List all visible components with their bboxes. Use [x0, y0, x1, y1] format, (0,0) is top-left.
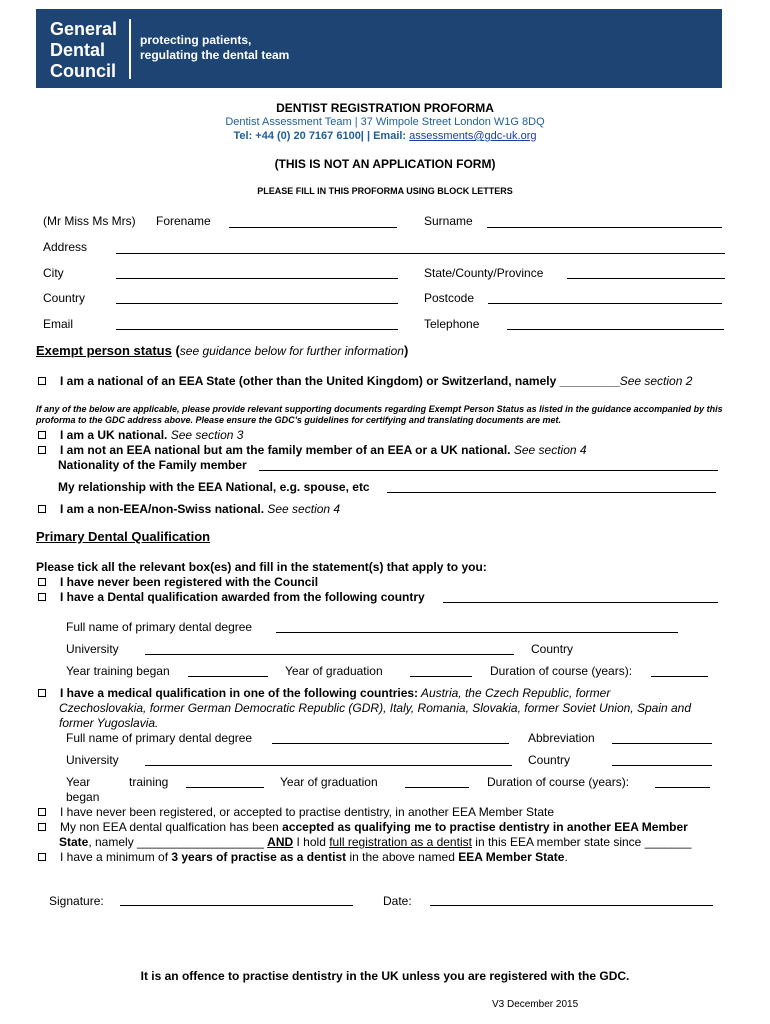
telephone-field[interactable]: [507, 329, 724, 330]
non-eea-qualification-checkbox[interactable]: [38, 823, 46, 831]
eea-national-checkbox[interactable]: [38, 377, 46, 385]
email-label-field: Email: [43, 317, 74, 331]
university-label-2: University: [66, 753, 119, 767]
medical-qualification-row: I have a medical qualification in one of the following countries: Austria, the Czech Republic, former: [38, 686, 610, 700]
qualification-country-field[interactable]: [443, 602, 718, 603]
exempt-guidance: If any of the below are applicable, please provide relevant supporting documents regarding Exempt Person Status as listed in the guidance accompanied by this proforma to the GDC address above. Please ensure the GDC’s guidelines for certifying and translating documents are met.: [36, 404, 723, 425]
duration-field[interactable]: [651, 676, 708, 677]
email-label: Email:: [370, 130, 407, 142]
relationship-field[interactable]: [387, 492, 716, 493]
city-field[interactable]: [116, 278, 398, 279]
never-registered-checkbox[interactable]: [38, 578, 46, 586]
state-field[interactable]: [567, 278, 725, 279]
offence-notice: It is an offence to practise dentistry in the UK unless you are registered with the GDC.: [140, 969, 630, 983]
pdq-heading: Primary Dental Qualification: [36, 529, 211, 544]
forename-label: Forename: [156, 214, 211, 228]
year-began-field[interactable]: [188, 676, 268, 677]
postcode-label: Postcode: [424, 291, 475, 305]
version-label: V3 December 2015: [492, 999, 579, 1010]
gdc-header-banner: [36, 9, 722, 88]
duration-label: Duration of course (years):: [490, 664, 633, 678]
surname-label: Surname: [424, 214, 473, 228]
country-label-2: Country: [531, 642, 574, 656]
duration-field-2[interactable]: [655, 787, 710, 788]
uk-national-row: I am a UK national. See section 3: [38, 428, 243, 442]
never-eea-row: I have never been registered, or accepted to practise dentistry, in another EEA Member State: [38, 805, 554, 819]
non-eea-checkbox[interactable]: [38, 505, 46, 513]
tel-label: Tel:: [233, 130, 253, 142]
non-eea-qualification-row: My non EEA dental qualfication has been accepted as qualifying me to practise dentistry in another EEA Member: [38, 820, 688, 834]
medical-countries-line-2: Czechoslovakia, former German Democratic Republic (GDR), Italy, Romania, Slovakia, former Soviet Union, Spain and: [59, 701, 692, 715]
country-field-3[interactable]: [612, 765, 712, 766]
university-label: University: [66, 642, 119, 656]
eea-national-row: [38, 374, 692, 388]
contact-line: [0, 130, 770, 142]
abbreviation-label: Abbreviation: [528, 731, 595, 745]
gdc-tagline: protecting patients, regulating the dental team: [140, 33, 290, 62]
qualification-country-row: I have a Dental qualification awarded from the following country: [38, 590, 425, 604]
state-label: State/County/Province: [424, 266, 544, 280]
year-graduation-field-2[interactable]: [405, 787, 469, 788]
family-nationality-label: Nationality of the Family member: [58, 458, 247, 472]
qualification-country-checkbox[interactable]: [38, 593, 46, 601]
year-began-label: Year training began: [66, 664, 170, 678]
relationship-label: My relationship with the EEA National, e.g. spouse, etc: [58, 480, 370, 494]
duration-label-2: Duration of course (years):: [487, 775, 630, 789]
degree-name-label: Full name of primary dental degree: [66, 620, 253, 634]
country-field[interactable]: [116, 303, 398, 304]
university-field-2[interactable]: [145, 765, 512, 766]
family-member-row: I am not an EEA national but am the family member of an EEA or a UK national. See section 4: [38, 443, 587, 457]
university-field[interactable]: [145, 654, 514, 655]
address-label: Address: [43, 240, 88, 254]
city-label: City: [43, 266, 64, 280]
date-field[interactable]: [430, 905, 713, 906]
medical-countries-line-3: former Yugoslavia.: [59, 716, 159, 730]
year-graduation-field[interactable]: [410, 676, 472, 677]
gdc-logo: General Dental Council: [50, 19, 118, 81]
uk-national-checkbox[interactable]: [38, 431, 46, 439]
forename-field[interactable]: [229, 227, 397, 228]
email-field[interactable]: [116, 329, 398, 330]
logo-divider: [129, 19, 131, 79]
exempt-heading: Exempt person status (see guidance below for further information): [36, 343, 409, 358]
never-registered-row: I have never been registered with the Council: [38, 575, 318, 589]
country-label-3: Country: [528, 753, 571, 767]
non-eea-row: I am a non-EEA/non-Swiss national. See section 4: [38, 502, 340, 516]
year-word: Year: [66, 775, 91, 789]
eea-see-section: See section 2: [619, 374, 693, 388]
minimum-practice-row: I have a minimum of 3 years of practise as a dentist in the above named EEA Member State.: [38, 850, 568, 864]
telephone-label: Telephone: [424, 317, 480, 331]
title-options-label: (Mr Miss Ms Mrs): [43, 214, 136, 228]
abbreviation-field[interactable]: [612, 743, 712, 744]
surname-field[interactable]: [487, 227, 722, 228]
degree-name-field[interactable]: [276, 632, 678, 633]
eea-state-line: State, namely ___________________ AND I hold full registration as a dentist in this EEA member state since _______: [59, 835, 692, 849]
began-word: began: [66, 790, 100, 804]
year-began-field-2[interactable]: [186, 787, 264, 788]
medical-qualification-checkbox[interactable]: [38, 689, 46, 697]
minimum-practice-checkbox[interactable]: [38, 853, 46, 861]
postcode-field[interactable]: [488, 303, 722, 304]
degree-name-label-2: Full name of primary dental degree: [66, 731, 253, 745]
signature-label: Signature:: [49, 894, 104, 908]
country-label: Country: [43, 291, 86, 305]
eea-national-label: I am a national of an EEA State (other than the United Kingdom) or Switzerland, namely _________: [60, 374, 620, 388]
year-graduation-label: Year of graduation: [285, 664, 383, 678]
block-letters-notice: PLEASE FILL IN THIS PROFORMA USING BLOCK LETTERS: [257, 186, 513, 196]
address-line: Dentist Assessment Team | 37 Wimpole Street London W1G 8DQ: [225, 116, 545, 128]
email-link[interactable]: assessments@gdc-uk.org: [409, 130, 537, 142]
training-word: training: [129, 775, 169, 789]
not-application-notice: (THIS IS NOT AN APPLICATION FORM): [274, 157, 496, 171]
family-nationality-field[interactable]: [259, 470, 718, 471]
pdq-instruction: Please tick all the relevant box(es) and fill in the statement(s) that apply to you:: [36, 560, 487, 574]
never-eea-checkbox[interactable]: [38, 808, 46, 816]
tel-value: +44 (0) 20 7167 6100| |: [252, 130, 371, 142]
degree-name-field-2[interactable]: [272, 743, 509, 744]
family-member-checkbox[interactable]: [38, 446, 46, 454]
signature-field[interactable]: [120, 905, 353, 906]
date-label: Date:: [383, 894, 412, 908]
address-field[interactable]: [116, 253, 725, 254]
form-title: DENTIST REGISTRATION PROFORMA: [276, 101, 494, 115]
year-graduation-label-2: Year of graduation: [280, 775, 378, 789]
